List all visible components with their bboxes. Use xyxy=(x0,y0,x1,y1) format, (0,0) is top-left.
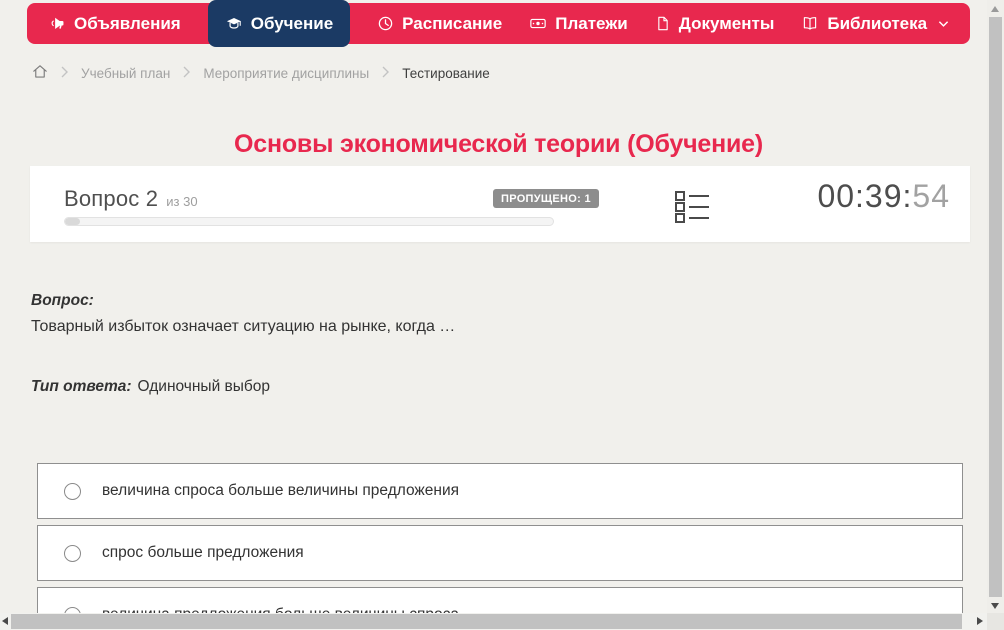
answer-options xyxy=(37,463,963,630)
home-icon[interactable] xyxy=(32,64,48,82)
answer-type xyxy=(31,378,270,396)
question-counter xyxy=(64,186,198,212)
page-title: Основы экономической теории (Обучение) xyxy=(234,129,763,158)
answer-option[interactable] xyxy=(37,525,963,581)
vertical-scrollbar[interactable] xyxy=(987,0,1004,613)
nav-item-label: Обучение xyxy=(250,13,334,33)
question-status-card xyxy=(30,166,970,242)
nav-item-label: Объявления xyxy=(74,13,181,33)
cash-icon xyxy=(529,15,547,32)
scroll-down-icon[interactable] xyxy=(991,603,999,609)
nav-item-learning[interactable] xyxy=(208,0,350,47)
nav-item-announcements[interactable] xyxy=(49,14,181,34)
horizontal-scrollbar[interactable] xyxy=(0,613,987,630)
breadcrumb xyxy=(32,61,490,85)
horizontal-scrollbar-thumb[interactable] xyxy=(11,614,962,629)
breadcrumb-link-discipline-event[interactable]: Мероприятие дисциплины xyxy=(203,65,370,81)
scroll-up-icon[interactable] xyxy=(991,6,999,12)
breadcrumb-separator-icon xyxy=(382,66,389,81)
progress-fill xyxy=(65,218,80,225)
answer-option-label: спрос больше предложения xyxy=(102,544,304,561)
radio-button[interactable] xyxy=(64,483,81,500)
chevron-down-icon xyxy=(938,20,949,28)
nav-item-documents[interactable] xyxy=(655,14,775,34)
top-navigation xyxy=(27,3,970,44)
nav-item-library[interactable] xyxy=(801,14,949,34)
nav-item-label: Документы xyxy=(678,13,775,33)
nav-item-payments[interactable] xyxy=(529,14,628,34)
graduation-cap-icon xyxy=(225,15,243,32)
vertical-scrollbar-thumb[interactable] xyxy=(989,17,1002,597)
answer-type-value: Одиночный выбор xyxy=(137,378,271,395)
skipped-badge: ПРОПУЩЕНО: 1 xyxy=(493,189,599,208)
breadcrumb-separator-icon xyxy=(183,66,190,81)
question-total: из 30 xyxy=(166,194,198,209)
question-label: Вопрос: xyxy=(31,292,94,309)
nav-item-label: Платежи xyxy=(555,13,628,33)
timer xyxy=(817,178,950,215)
timer-seconds: 54 xyxy=(912,178,950,214)
progress-bar xyxy=(64,217,554,226)
megaphone-icon xyxy=(49,15,66,32)
question-text: Товарный избыток означает ситуацию на рынке, когда … xyxy=(31,318,456,335)
nav-item-schedule[interactable] xyxy=(377,14,502,34)
answer-option[interactable] xyxy=(37,463,963,519)
scroll-right-icon[interactable] xyxy=(977,617,983,625)
answer-option-label: величина спроса больше величины предложения xyxy=(102,482,459,499)
nav-item-label: Библиотека xyxy=(827,13,928,33)
question-list-icon[interactable] xyxy=(675,190,711,228)
breadcrumb-separator-icon xyxy=(61,66,68,81)
breadcrumb-current: Тестирование xyxy=(402,65,490,81)
question-number: Вопрос 2 xyxy=(64,186,159,211)
nav-item-label: Расписание xyxy=(402,13,503,33)
scrollbar-corner xyxy=(987,613,1004,630)
document-icon xyxy=(655,15,671,32)
breadcrumb-link-curriculum[interactable]: Учебный план xyxy=(81,65,171,81)
book-icon xyxy=(801,15,819,32)
timer-main: 00:39: xyxy=(817,178,913,214)
clock-icon xyxy=(377,15,394,32)
scroll-left-icon[interactable] xyxy=(2,617,8,625)
answer-type-label: Тип ответа: xyxy=(31,378,132,395)
radio-button[interactable] xyxy=(64,545,81,562)
